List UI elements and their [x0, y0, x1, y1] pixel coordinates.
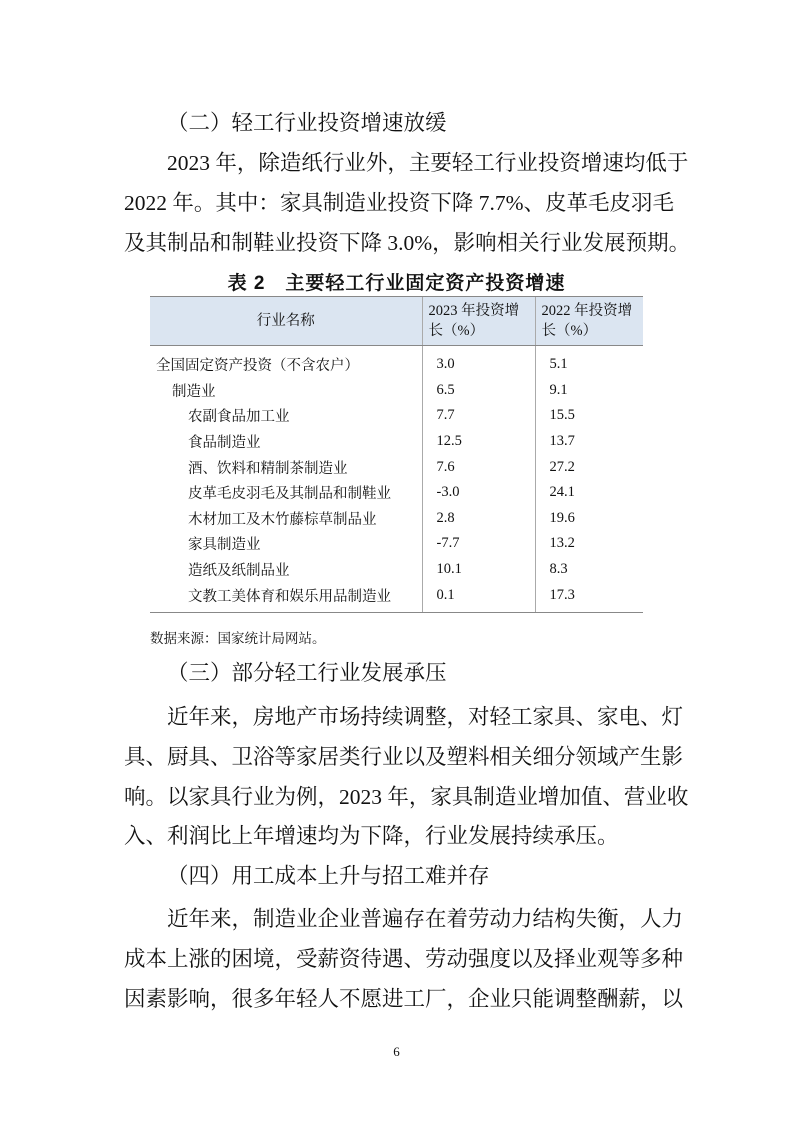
column-header-2023: 2023 年投资增长（%）	[422, 297, 535, 346]
column-header-industry: 行业名称	[150, 297, 422, 346]
table-row	[150, 506, 643, 532]
industry-name-cell: 木材加工及木竹藤棕草制品业	[188, 511, 377, 528]
growth-2023-cell: 10.1	[422, 557, 535, 583]
growth-2023-cell: -3.0	[422, 480, 535, 506]
growth-2022-cell: 17.3	[535, 582, 643, 612]
growth-2022-cell: 27.2	[535, 454, 643, 480]
industry-name-cell: 皮革毛皮羽毛及其制品和制鞋业	[188, 486, 391, 503]
growth-2023-cell: -7.7	[422, 531, 535, 557]
growth-2022-cell: 19.6	[535, 506, 643, 532]
table-row	[150, 378, 643, 404]
growth-2022-cell: 13.7	[535, 429, 643, 455]
table-row	[150, 531, 643, 557]
section-3-heading: （三）部分轻工行业发展承压	[167, 661, 447, 685]
table-row	[150, 429, 643, 455]
industry-name-cell: 食品制造业	[188, 435, 261, 452]
growth-2022-cell: 15.5	[535, 403, 643, 429]
growth-2022-cell: 9.1	[535, 378, 643, 404]
growth-2022-cell: 24.1	[535, 480, 643, 506]
column-header-2022: 2022 年投资增长（%）	[535, 297, 643, 346]
paragraph-line: 及其制品和制鞋业投资下降 3.0%，影响相关行业发展预期。	[124, 231, 691, 255]
paragraph-line: 具、厨具、卫浴等家居类行业以及塑料相关细分领域产生影	[124, 745, 684, 769]
industry-name-cell: 全国固定资产投资（不含农户）	[156, 358, 359, 375]
paragraph-line: 近年来，房地产市场持续调整，对轻工家具、家电、灯	[167, 705, 684, 729]
growth-2023-cell: 7.6	[422, 454, 535, 480]
table-row	[150, 557, 643, 583]
industry-name-cell: 酒、饮料和精制茶制造业	[188, 460, 348, 477]
table-header-row	[150, 297, 643, 346]
paragraph-line: 入、利润比上年增速均为下降，行业发展持续承压。	[124, 824, 619, 848]
industry-name-cell: 家具制造业	[188, 537, 261, 554]
growth-2023-cell: 6.5	[422, 378, 535, 404]
growth-2023-cell: 0.1	[422, 582, 535, 612]
paragraph-line: 因素影响，很多年轻人不愿进工厂，企业只能调整酬薪，以	[124, 987, 684, 1011]
section-4-heading: （四）用工成本上升与招工难并存	[167, 864, 490, 888]
table-row	[150, 454, 643, 480]
investment-growth-table	[150, 296, 643, 613]
industry-name-cell: 造纸及纸制品业	[188, 563, 290, 580]
growth-2022-cell: 13.2	[535, 531, 643, 557]
table-row	[150, 480, 643, 506]
table-title: 表 2 主要轻工行业固定资产投资增速	[227, 273, 566, 294]
table-row	[150, 346, 643, 378]
industry-name-cell: 农副食品加工业	[188, 409, 290, 426]
paragraph-line: 响。以家具行业为例，2023 年，家具制造业增加值、营业收	[124, 785, 689, 809]
paragraph-line: 2023 年，除造纸行业外，主要轻工行业投资增速均低于	[167, 151, 689, 175]
industry-name-cell: 文教工美体育和娱乐用品制造业	[150, 582, 422, 612]
growth-2023-cell: 2.8	[422, 506, 535, 532]
page-number: 6	[393, 1044, 400, 1059]
paragraph-line: 成本上涨的困境，受薪资待遇、劳动强度以及择业观等多种	[124, 947, 684, 971]
table-row	[150, 403, 643, 429]
section-2-heading: （二）轻工行业投资增速放缓	[167, 111, 447, 135]
growth-2023-cell: 7.7	[422, 403, 535, 429]
growth-2023-cell: 12.5	[422, 429, 535, 455]
growth-2022-cell: 8.3	[535, 557, 643, 583]
paragraph-line: 2022 年。其中：家具制造业投资下降 7.7%、皮革毛皮羽毛	[124, 191, 675, 215]
paragraph-line: 近年来，制造业企业普遍存在着劳动力结构失衡，人力	[167, 907, 684, 931]
growth-2023-cell: 3.0	[422, 346, 535, 378]
table-source-note: 数据来源：国家统计局网站。	[150, 631, 326, 646]
growth-2022-cell: 5.1	[535, 346, 643, 378]
industry-name-cell: 制造业	[172, 383, 216, 400]
table-row	[150, 582, 643, 612]
